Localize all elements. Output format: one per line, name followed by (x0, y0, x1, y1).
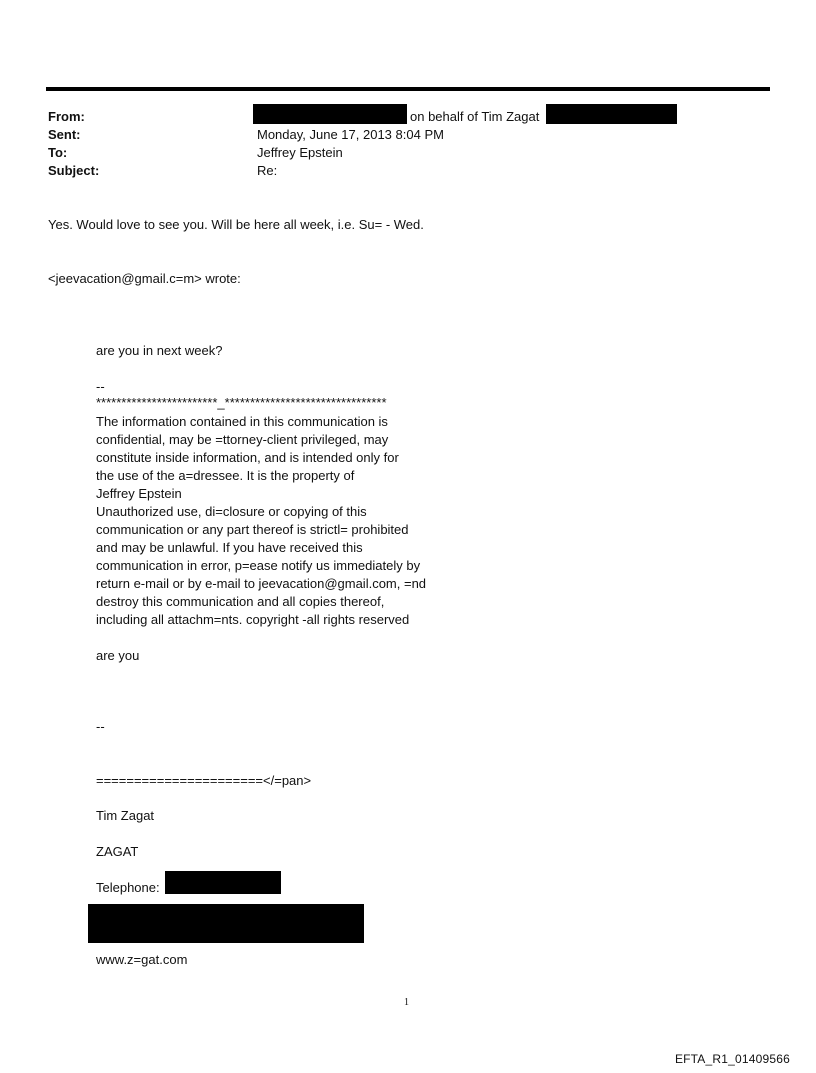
redaction-block (88, 904, 364, 943)
disclaimer-line: Jeffrey Epstein (96, 486, 182, 501)
redaction-from-email (546, 104, 677, 124)
telephone-label: Telephone: (96, 880, 160, 895)
quoted-question: are you in next week? (96, 343, 223, 358)
disclaimer-line: The information contained in this communication is (96, 414, 388, 429)
quote-attribution: <jeevacation@gmail.c=m> wrote: (48, 271, 241, 286)
redaction-telephone (165, 871, 281, 894)
signature-company: ZAGAT (96, 844, 139, 859)
second-dashes: -- (96, 719, 105, 734)
from-label: From: (48, 109, 85, 124)
website-link[interactable]: www.z=gat.com (96, 952, 188, 967)
subject-label: Subject: (48, 163, 100, 178)
header-rule (46, 87, 770, 91)
redaction-from-name (253, 104, 407, 124)
bates-number: EFTA_R1_01409566 (674, 1052, 790, 1066)
disclaimer-line: the use of the a=dressee. It is the property of (96, 468, 355, 483)
sent-label: Sent: (48, 127, 81, 142)
disclaimer-line: constitute inside information, and is intended only for (96, 450, 399, 465)
to-value: Jeffrey Epstein (257, 145, 343, 160)
signature-name: Tim Zagat (96, 808, 155, 823)
from-value: on behalf of Tim Zagat (410, 109, 540, 124)
are-you-line: are you (96, 648, 140, 663)
reply-line: Yes. Would love to see you. Will be here all week, i.e. Su= - Wed. (48, 217, 424, 232)
disclaimer-line: communication or any part thereof is strictl= prohibited (96, 522, 409, 537)
disclaimer-line: communication in error, p=ease notify us immediately by (96, 558, 421, 573)
disclaimer-line: Unauthorized use, di=closure or copying of this (96, 504, 367, 519)
disclaimer-line: including all attachm=nts. copyright -all rights reserved (96, 612, 410, 627)
disclaimer-line: destroy this communication and all copies thereof, (96, 594, 385, 609)
sent-value: Monday, June 17, 2013 8:04 PM (257, 127, 444, 142)
disclaimer-line: and may be unlawful. If you have received this (96, 540, 363, 555)
subject-value: Re: (257, 163, 278, 178)
to-label: To: (48, 145, 68, 160)
asterisk-separator: ************************_******************************** (96, 395, 387, 410)
page-number: 1 (404, 997, 409, 1008)
equals-separator: ======================</=pan> (96, 773, 312, 788)
disclaimer-line: confidential, may be =ttorney-client privileged, may (96, 432, 389, 447)
disclaimer-line: return e-mail or by e-mail to jeevacation@gmail.com, =nd (96, 576, 427, 591)
signature-dashes: -- (96, 379, 105, 394)
